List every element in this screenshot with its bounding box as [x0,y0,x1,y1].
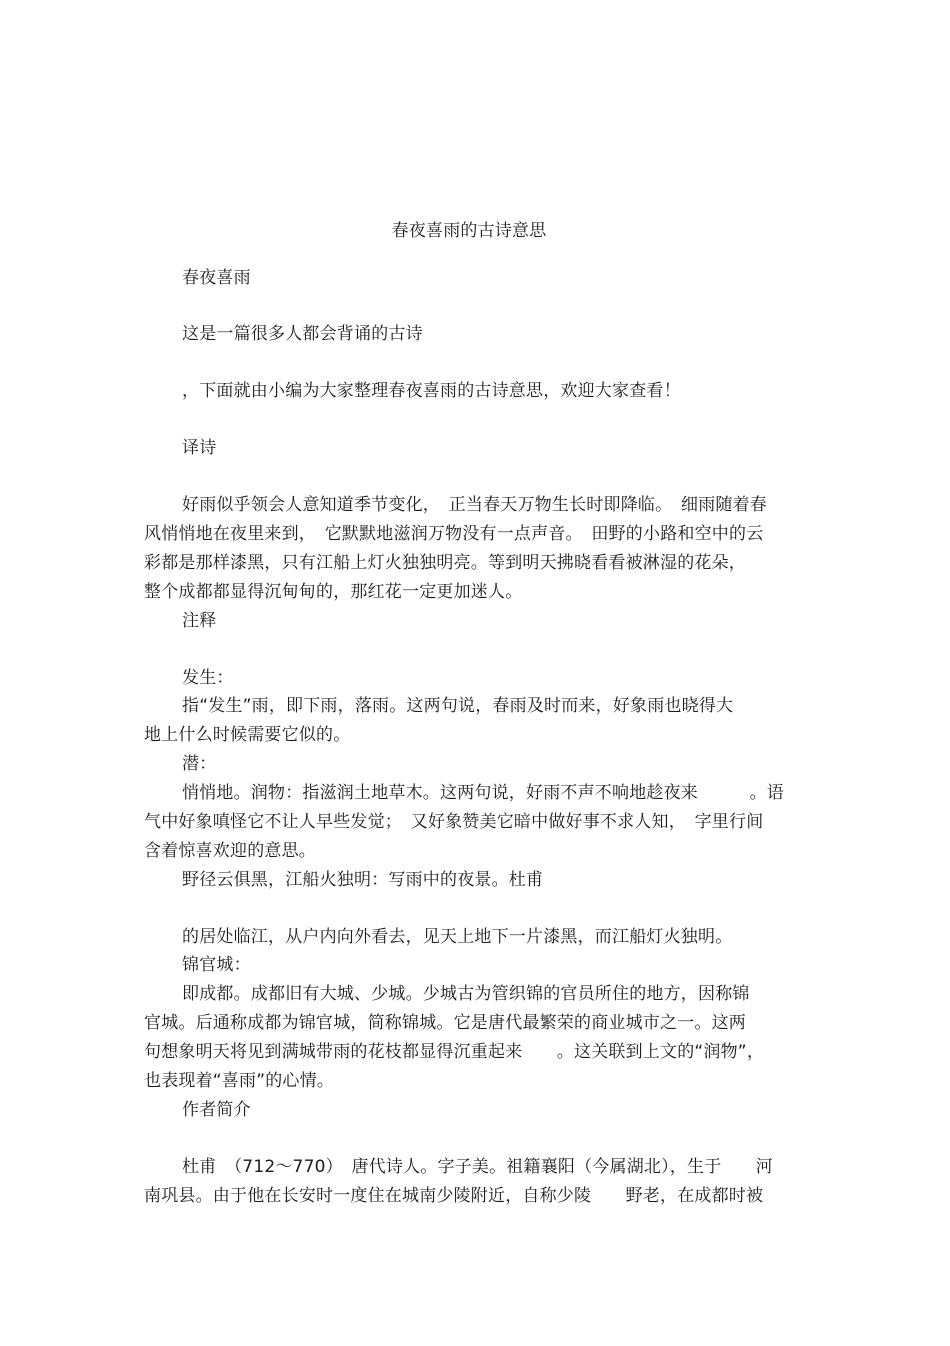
poem-title: 春夜喜雨 [182,268,251,288]
author-line: 杜甫 （712～770） 唐代诗人。字子美。祖籍襄阳（今属湖北），生于 河 [182,1157,773,1177]
translation-line: 风悄悄地在夜里来到， 它默默地滋润万物没有一点声音。 田野的小路和空中的云 [144,524,764,544]
note-line: 也表现着“喜雨”的心情。 [144,1071,335,1091]
note-line: 含着惊喜欢迎的意思。 [144,841,316,861]
translation-line: 彩都是那样漆黑，只有江船上灯火独独明亮。等到明天拂晓看看被淋湿的花朵， [144,553,746,573]
section-heading-translation: 译诗 [182,438,217,458]
note-line: 悄悄地。润物：指滋润土地草木。这两句说，好雨不声不响地趁夜来 。语 [182,783,784,803]
note-line: 的居处临江，从户内向外看去，见天上地下一片漆黑，而江船灯火独明。 [182,927,733,947]
note-term: 锦官城： [182,955,251,975]
translation-line: 整个成都都显得沉甸甸的，那红花一定更加迷人。 [144,582,523,602]
note-line: 野径云俱黑，江船火独明：写雨中的夜景。杜甫 [182,870,544,890]
document-title: 春夜喜雨的古诗意思 [391,221,547,241]
note-line: 官城。后通称成都为锦官城，简称锦城。它是唐代最繁荣的商业城市之一。这两 [144,1013,746,1033]
note-line: 即成都。成都旧有大城、少城。少城古为管织锦的官员所住的地方，因称锦 [182,984,750,1004]
section-heading-notes: 注释 [182,611,217,631]
intro-line: ，下面就由小编为大家整理春夜喜雨的古诗意思，欢迎大家查看！ [182,381,681,401]
intro-line: 这是一篇很多人都会背诵的古诗 [182,324,423,344]
translation-line: 好雨似乎领会人意知道季节变化， 正当春天万物生长时即降临。 细雨随着春 [182,495,767,515]
note-line: 指“发生”雨，即下雨，落雨。这两句说，春雨及时而来，好象雨也晓得大 [182,696,734,716]
section-heading-author: 作者简介 [182,1100,251,1120]
note-line: 地上什么时候需要它似的。 [144,725,351,745]
note-line: 气中好象嗔怪它不让人早些发觉； 又好象赞美它暗中做好事不求人知， 字里行间 [144,812,764,832]
author-line: 南巩县。由于他在长安时一度住在城南少陵附近，自称少陵 野老，在成都时被 [144,1186,764,1206]
note-line: 句想象明天将见到满城带雨的花枝都显得沉重起来 。这关联到上文的“润物”， [144,1042,765,1062]
note-term: 潜： [182,754,217,774]
note-term: 发生： [182,668,234,688]
